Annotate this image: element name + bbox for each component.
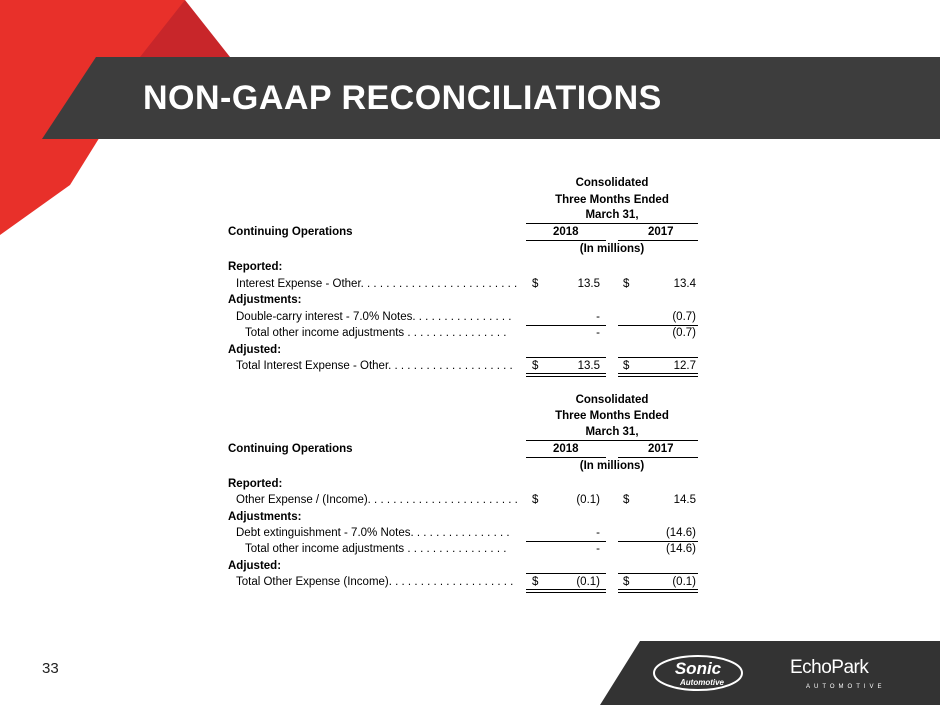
reported-label: Reported: xyxy=(228,478,283,490)
table-row xyxy=(228,277,698,291)
table-header-date: March 31, xyxy=(585,426,639,438)
adjustments-label: Adjustments: xyxy=(228,511,302,523)
table-row xyxy=(228,326,698,340)
value-2017: (14.6) xyxy=(665,543,696,555)
section-label: Continuing Operations xyxy=(228,443,353,455)
year-rule-1 xyxy=(526,240,606,241)
table-row xyxy=(228,359,698,373)
reported-label: Reported: xyxy=(228,261,283,273)
value-2017: 12.7 xyxy=(673,360,696,372)
value-2018: - xyxy=(596,527,600,539)
column-year-2017: 2017 xyxy=(648,443,674,455)
total-rule-2 xyxy=(618,573,698,574)
column-year-2018: 2018 xyxy=(553,226,579,238)
row-label: Double-carry interest - 7.0% Notes. . . . . . . . . . . . . . . . xyxy=(236,311,512,323)
total-rule-1 xyxy=(526,573,606,574)
value-2018: 13.5 xyxy=(577,360,600,372)
red-accent-overlay xyxy=(0,57,120,139)
adjusted-label: Adjusted: xyxy=(228,344,282,356)
table-row xyxy=(228,310,698,324)
grand-total-rule-2 xyxy=(618,589,698,593)
sonic-subtitle: Automotive xyxy=(680,678,724,687)
table-header-period: Three Months Ended xyxy=(555,410,669,422)
value-2017: (0.7) xyxy=(672,327,696,339)
column-year-2018: 2018 xyxy=(553,443,579,455)
header-rule xyxy=(526,440,698,441)
value-2018: (0.1) xyxy=(576,576,600,588)
table-header-consolidated: Consolidated xyxy=(575,394,649,406)
page-title: NON-GAAP RECONCILIATIONS xyxy=(143,79,662,117)
footer-slant xyxy=(600,641,640,705)
echopark-subtitle: AUTOMOTIVE xyxy=(806,684,886,690)
value-2017: (0.7) xyxy=(672,311,696,323)
table-row xyxy=(228,542,698,556)
dollar-sign: $ xyxy=(623,278,630,290)
adjusted-label: Adjusted: xyxy=(228,560,282,572)
table-row xyxy=(228,526,698,540)
section-label: Continuing Operations xyxy=(228,226,353,238)
year-rule-2 xyxy=(618,457,698,458)
dollar-sign: $ xyxy=(532,278,539,290)
page-number: 33 xyxy=(42,660,59,677)
dollar-sign: $ xyxy=(623,576,630,588)
table-row xyxy=(228,575,698,589)
value-2017: (0.1) xyxy=(672,576,696,588)
value-2018: - xyxy=(596,311,600,323)
total-rule-1 xyxy=(526,357,606,358)
dollar-sign: $ xyxy=(532,494,539,506)
value-2018: - xyxy=(596,543,600,555)
red-accent-tail xyxy=(0,139,70,239)
sonic-automotive-logo xyxy=(652,654,744,692)
row-label: Total other income adjustments . . . . . . . . . . . . . . . . xyxy=(245,543,507,555)
value-2018: 13.5 xyxy=(577,278,600,290)
value-2017: 13.4 xyxy=(673,278,696,290)
row-label: Interest Expense - Other. . . . . . . . . . . . . . . . . . . . . . . . . xyxy=(236,278,518,290)
row-label: Total Other Expense (Income). . . . . . . . . . . . . . . . . . . . xyxy=(236,576,514,588)
row-label: Other Expense / (Income). . . . . . . . . . . . . . . . . . . . . . . . xyxy=(236,494,518,506)
table-header-date: March 31, xyxy=(585,209,639,221)
total-rule-2 xyxy=(618,357,698,358)
grand-total-rule-2 xyxy=(618,373,698,377)
dollar-sign: $ xyxy=(623,494,630,506)
adjustments-label: Adjustments: xyxy=(228,294,302,306)
grand-total-rule-1 xyxy=(526,589,606,593)
table-row xyxy=(228,493,698,507)
units-label: (In millions) xyxy=(579,460,645,472)
value-2018: - xyxy=(596,327,600,339)
grand-total-rule-1 xyxy=(526,373,606,377)
dollar-sign: $ xyxy=(623,360,630,372)
year-rule-1 xyxy=(526,457,606,458)
header-rule xyxy=(526,223,698,224)
table-header-consolidated: Consolidated xyxy=(575,177,649,189)
row-label: Total other income adjustments . . . . . . . . . . . . . . . . xyxy=(245,327,507,339)
row-label: Total Interest Expense - Other. . . . . . . . . . . . . . . . . . . . xyxy=(236,360,513,372)
year-rule-2 xyxy=(618,240,698,241)
units-label: (In millions) xyxy=(579,243,645,255)
column-year-2017: 2017 xyxy=(648,226,674,238)
sonic-wordmark: Sonic xyxy=(674,659,722,678)
dollar-sign: $ xyxy=(532,576,539,588)
row-label: Debt extinguishment - 7.0% Notes. . . . . . . . . . . . . . . . xyxy=(236,527,510,539)
table-header-period: Three Months Ended xyxy=(555,194,669,206)
value-2017: 14.5 xyxy=(673,494,696,506)
value-2017: (14.6) xyxy=(665,527,696,539)
echopark-logo: EchoPark xyxy=(790,657,869,678)
value-2018: (0.1) xyxy=(576,494,600,506)
dollar-sign: $ xyxy=(532,360,539,372)
